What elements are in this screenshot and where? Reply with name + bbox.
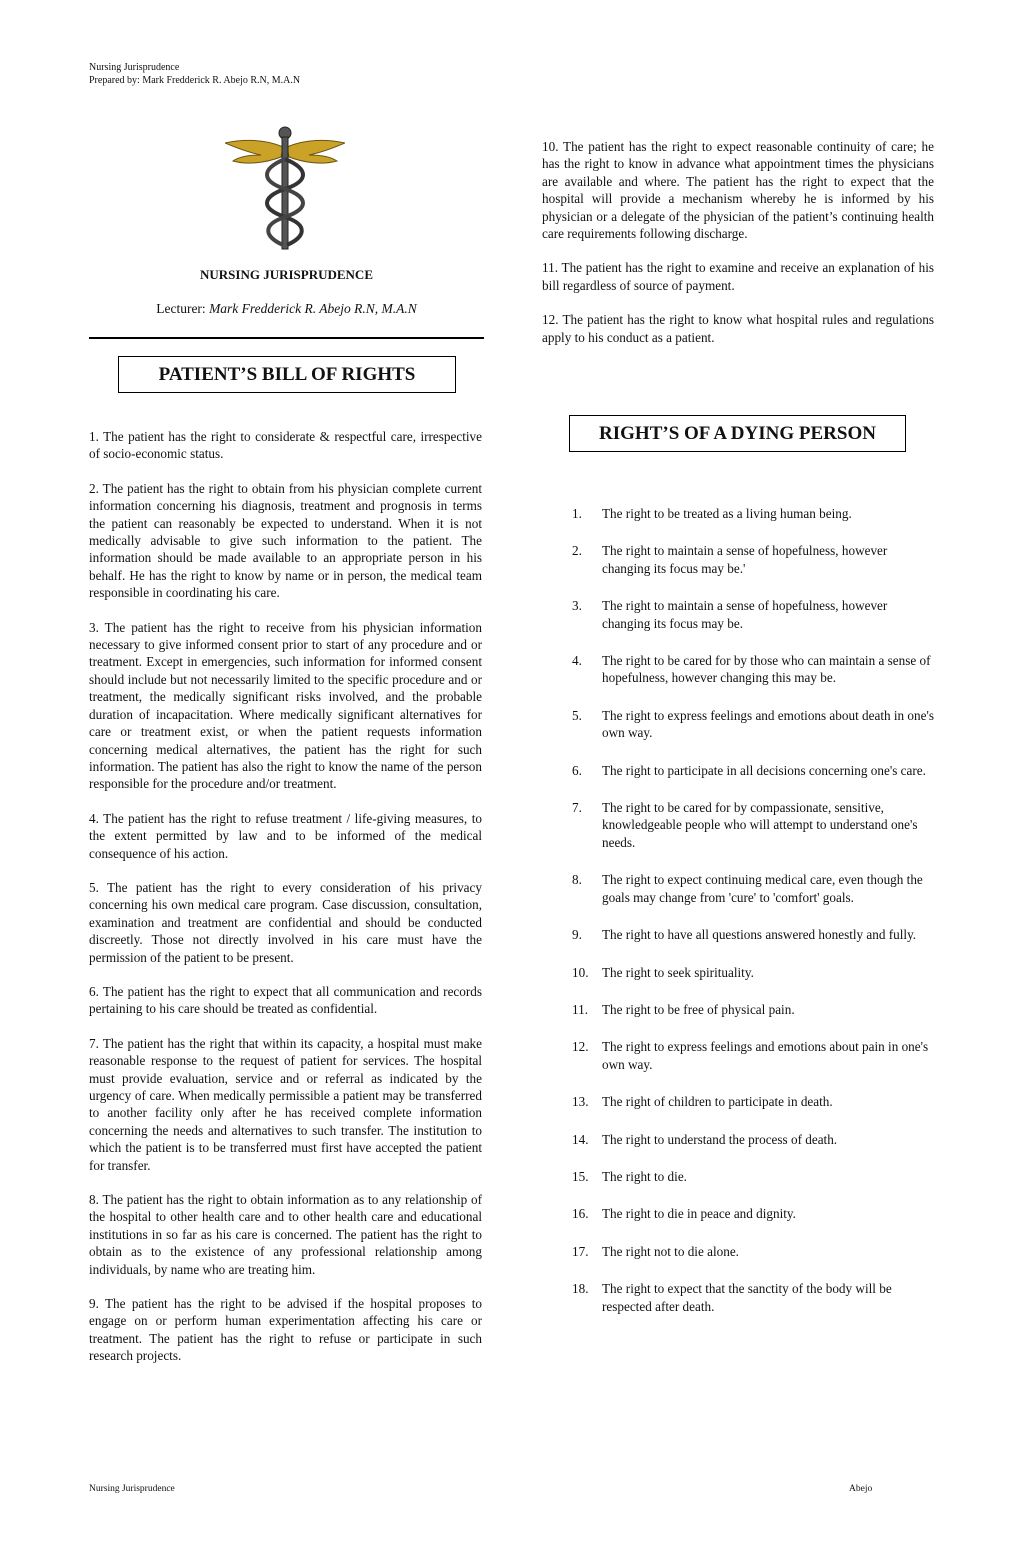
bill-item-1: 1. The patient has the right to considerate & respectful care, irrespective of socio-economic status.	[89, 429, 482, 462]
dying-right-item	[566, 1093, 936, 1110]
dying-right-number: 9.	[572, 927, 582, 943]
dying-right-item	[566, 1001, 936, 1018]
dying-right-number: 15.	[572, 1168, 589, 1184]
bill-item-9: 9. The patient has the right to be advised if the hospital proposes to engage on or perform human experimentation affecting his care or treatment. The patient has the right to refuse or participate in such research projects.	[89, 1296, 482, 1364]
header-title: Nursing Jurisprudence	[89, 62, 180, 73]
dying-right-item	[566, 1243, 936, 1260]
bill-item-5: 5. The patient has the right to every consideration of his privacy concerning his own medical care program. Case discussion, consultation, examination and treatment are confidential and should be conducted discreetly. Those not directly involved in his care must have the permission of the patient to be present.	[89, 879, 482, 965]
dying-right-text: The right to have all questions answered honestly and fully.	[602, 927, 917, 943]
lecturer-label: Lecturer:	[156, 301, 206, 316]
dying-right-text: The right to seek spirituality.	[602, 964, 754, 980]
dying-right-item	[566, 799, 936, 851]
dying-right-text: The right to participate in all decisions concerning one's care.	[602, 762, 926, 778]
page-header	[89, 61, 300, 87]
dying-right-text: The right to express feelings and emotions about pain in one's own way.	[602, 1039, 929, 1072]
dying-right-text: The right to be cared for by compassionate, sensitive, knowledgeable people who will attempt to understand one's needs.	[602, 800, 918, 850]
dying-right-number: 2.	[572, 543, 582, 559]
bill-item-7: 7. The patient has the right that within its capacity, a hospital must make reasonable response to the request of patient for services. The hospital must provide evaluation, service and or referral as indicated by the urgency of care. When medically permissible a patient may be transferred to another facility only after he has received complete information concerning the needs and alternatives to such transfer. The institution to which the patient is to be transferred must first have accepted the patient for transfer.	[89, 1035, 482, 1173]
dying-right-item	[566, 964, 936, 981]
dying-right-number: 5.	[572, 707, 582, 723]
dying-rights-heading: RIGHT’S OF A DYING PERSON	[569, 415, 906, 452]
dying-rights-list	[566, 505, 936, 1335]
caduceus-icon	[225, 125, 345, 253]
bill-of-rights-heading: PATIENT’S BILL OF RIGHTS	[118, 356, 456, 393]
dying-right-item	[566, 1168, 936, 1185]
dying-right-number: 6.	[572, 762, 582, 778]
dying-right-text: The right to expect that the sanctity of the body will be respected after death.	[602, 1281, 892, 1314]
dying-right-number: 12.	[572, 1039, 589, 1055]
dying-right-item	[566, 762, 936, 779]
dying-right-item	[566, 1205, 936, 1222]
dying-right-text: The right to maintain a sense of hopefulness, however changing its focus may be.	[602, 598, 888, 631]
footer-right: Abejo	[849, 1484, 873, 1494]
bill-item-4: 4. The patient has the right to refuse treatment / life-giving measures, to the extent permitted by law and to be informed of the medical consequence of his action.	[89, 810, 482, 861]
document-title: NURSING JURISPRUDENCE	[200, 267, 373, 282]
bill-item-3: 3. The patient has the right to receive from his physician information necessary to give informed consent prior to start of any procedure and or treatment. Except in emergencies, such information for informed consent should include but not necessarily limited to the specific procedure and or treatment, the medically significant risks involved, and the probable duration of incapacitation. Where medically significant alternatives for care or treatment exist, or when the patient requests information concerning medical alternatives, the patient has the right for such information. The patient has also the right to know the name of the person responsible for the procedure and/or treatment.	[89, 619, 482, 792]
dying-right-item	[566, 652, 936, 687]
dying-right-text: The right to die.	[602, 1168, 687, 1184]
dying-right-number: 1.	[572, 506, 582, 521]
dying-right-item	[566, 597, 936, 632]
header-author: Prepared by: Mark Fredderick R. Abejo R.N, M.A.N	[89, 75, 301, 86]
dying-right-text: The right to express feelings and emotions about death in one's own way.	[602, 707, 934, 741]
lecturer-name: Mark Fredderick R. Abejo R.N, M.A.N	[209, 301, 417, 316]
dying-right-number: 10.	[572, 964, 589, 980]
dying-right-number: 17.	[572, 1243, 589, 1259]
dying-right-text: The right to understand the process of death.	[602, 1131, 838, 1147]
lecturer-line	[89, 301, 484, 317]
dying-right-text: The right to die in peace and dignity.	[602, 1206, 796, 1222]
dying-right-text: The right to be cared for by those who can maintain a sense of hopefulness, however changing this may be.	[602, 653, 931, 686]
dying-right-number: 13.	[572, 1094, 589, 1110]
dying-right-number: 18.	[572, 1281, 589, 1297]
bill-item-2: 2. The patient has the right to obtain from his physician complete current information concerning his diagnosis, treatment and prognosis in terms the patient can reasonably be expected to understand. When it is not medically advisable to give such information to the patient. The information should be made available to an appropriate person in his behalf. He has the right to know by name or in person, the medical team responsible in coordinating his care.	[89, 480, 482, 601]
dying-right-item	[566, 542, 936, 577]
bill-item-10: 10. The patient has the right to expect reasonable continuity of care; he has the right to know in advance what appointment times the physicians are available and where. The patient has the right to expect that the hospital will provide a mechanism whereby he is informed by his physician or a delegate of the physician of the patient’s continuing health care requirements following discharge.	[542, 139, 934, 242]
bill-item-6: 6. The patient has the right to expect that all communication and records pertaining to his care should be treated as confidential.	[89, 983, 482, 1017]
dying-right-item	[566, 1038, 936, 1073]
bill-item-12: 12. The patient has the right to know what hospital rules and regulations apply to his conduct as a patient.	[542, 312, 934, 345]
dying-right-text: The right to be free of physical pain.	[602, 1001, 795, 1017]
dying-right-text: The right to be treated as a living human being.	[602, 506, 852, 521]
dying-right-number: 4.	[572, 653, 582, 669]
bill-item-11: 11. The patient has the right to examine and receive an explanation of his bill regardless of source of payment.	[542, 260, 934, 293]
dying-right-item	[566, 707, 936, 742]
dying-right-text: The right of children to participate in death.	[602, 1094, 833, 1110]
dying-right-item	[566, 1280, 936, 1315]
footer-left: Nursing Jurisprudence	[89, 1484, 175, 1494]
dying-right-item	[566, 871, 936, 906]
dying-right-item	[566, 1131, 936, 1148]
dying-right-number: 11.	[572, 1001, 588, 1017]
dying-right-text: The right not to die alone.	[602, 1243, 739, 1259]
bill-of-rights-right-column	[542, 138, 934, 363]
dying-right-number: 8.	[572, 872, 582, 888]
dying-right-number: 14.	[572, 1131, 589, 1147]
bill-of-rights-left-column	[89, 428, 482, 1382]
dying-right-text: The right to maintain a sense of hopefulness, however changing its focus may be.'	[602, 543, 888, 576]
dying-right-item	[566, 926, 936, 943]
dying-right-number: 3.	[572, 598, 582, 614]
bill-item-8: 8. The patient has the right to obtain information as to any relationship of the hospital to other health care and to other health care and educational institutions in so far as his care is concerned. The patient has the right to obtain as to the existence of any professional relationship among individuals, by name who are treating him.	[89, 1192, 482, 1277]
dying-right-item	[566, 505, 936, 522]
divider	[89, 337, 484, 339]
dying-right-number: 16.	[572, 1206, 589, 1222]
dying-right-number: 7.	[572, 800, 582, 816]
dying-right-text: The right to expect continuing medical care, even though the goals may change from 'cure' to 'comfort' goals.	[602, 872, 923, 905]
